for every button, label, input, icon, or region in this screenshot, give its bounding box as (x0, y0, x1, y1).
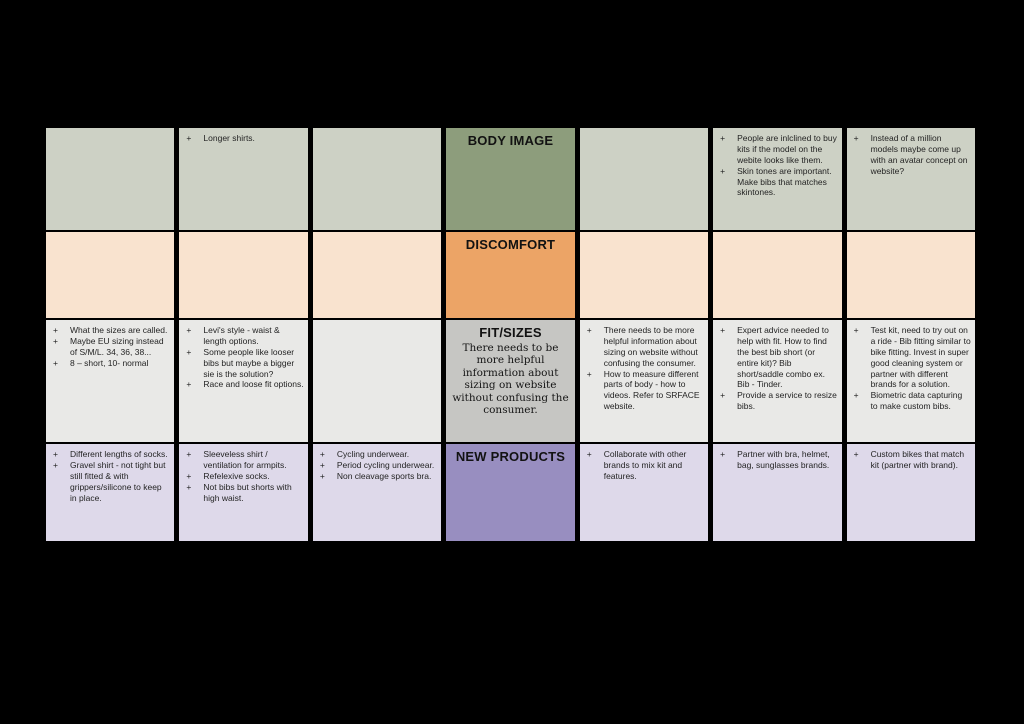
note-item (720, 325, 837, 390)
plus-bullet-icon: + (186, 379, 192, 390)
note-item (53, 460, 170, 504)
note-item (587, 449, 704, 482)
note-text: Skin tones are important. Make bibs that matches skintones. (737, 165, 832, 198)
cell-fit-sizes-right-3 (847, 320, 975, 442)
cell-fit-sizes-left-1 (46, 320, 174, 442)
cell-new-products-left-3 (313, 444, 441, 541)
cell-discomfort-left-2 (179, 232, 307, 318)
plus-bullet-icon: + (853, 325, 859, 335)
cell-discomfort-right-1 (580, 232, 708, 318)
note-item (53, 336, 170, 358)
plus-bullet-icon: + (186, 470, 192, 481)
plus-bullet-icon: + (720, 165, 726, 176)
cell-body-image-left-2 (179, 128, 307, 230)
note-item (587, 325, 704, 369)
note-text: 8 – short, 10- normal (70, 357, 149, 368)
note-text: Refelexive socks. (203, 470, 270, 481)
cell-body-image-right-3 (847, 128, 975, 230)
row-title: DISCOMFORT (465, 237, 556, 252)
cell-fit-sizes-right-2 (713, 320, 841, 442)
cell-new-products-left-1 (46, 444, 174, 541)
note-text: Instead of a million models maybe come up with an avatar concept on website? (870, 133, 968, 176)
note-text: Expert advice needed to help with fit. How to find the best bib short (or entire kit)? Bib short/saddle combo ex. Bib - Tinder. (737, 325, 829, 390)
note-item (320, 449, 437, 460)
plus-bullet-icon: + (53, 459, 58, 470)
cell-new-products-right-3 (847, 444, 975, 541)
cell-discomfort-right-2 (713, 232, 841, 318)
note-item (186, 482, 303, 504)
note-list (580, 320, 708, 412)
row-title: FIT/SIZES (479, 325, 542, 340)
note-text: Longer shirts. (203, 133, 255, 143)
note-item (854, 133, 971, 177)
note-list (179, 320, 307, 390)
header-new-products (446, 444, 574, 541)
note-item (186, 133, 303, 144)
plus-bullet-icon: + (186, 481, 192, 492)
note-item (320, 460, 437, 471)
plus-bullet-icon: + (720, 390, 726, 401)
note-list (313, 444, 441, 482)
note-text: Gravel shirt - not tight but still fitted & with grippers/silicone to keep in place. (70, 459, 166, 503)
cell-body-image-left-1 (46, 128, 174, 230)
note-text: Collaborate with other brands to mix kit and features. (603, 449, 687, 481)
note-item (720, 166, 837, 199)
plus-bullet-icon: + (53, 325, 58, 335)
note-text: Period cycling underwear. (336, 459, 435, 470)
note-list (713, 320, 841, 412)
note-item (720, 133, 837, 166)
note-text: Non cleavage sports bra. (336, 470, 432, 481)
note-item (186, 449, 303, 471)
note-list (46, 320, 174, 369)
note-item (53, 358, 170, 369)
plus-bullet-icon: + (720, 325, 726, 335)
note-item (186, 379, 303, 390)
cell-fit-sizes-right-1 (580, 320, 708, 442)
note-list (847, 320, 975, 412)
header-body-image (446, 128, 574, 230)
note-list (847, 128, 975, 177)
note-list (179, 444, 307, 503)
note-text: How to measure different parts of body - how to videos. Refer to SRFACE website. (603, 368, 700, 412)
plus-bullet-icon: + (53, 449, 58, 459)
note-item (186, 325, 303, 347)
note-text: Different lengths of socks. (70, 449, 168, 459)
note-item (720, 449, 837, 471)
note-item (854, 449, 971, 471)
cell-discomfort-left-3 (313, 232, 441, 318)
cell-new-products-right-1 (580, 444, 708, 541)
note-list (713, 444, 841, 471)
plus-bullet-icon: + (186, 133, 192, 143)
plus-bullet-icon: + (186, 346, 192, 357)
plus-bullet-icon: + (319, 459, 325, 470)
note-list (46, 444, 174, 503)
note-text: Race and loose fit options. (203, 379, 304, 390)
note-text: Cycling underwear. (336, 449, 410, 459)
note-text: There needs to be more helpful information about sizing on website without confusing the consumer. (603, 325, 698, 368)
cell-body-image-right-2 (713, 128, 841, 230)
cell-fit-sizes-left-3 (313, 320, 441, 442)
plus-bullet-icon: + (853, 449, 859, 459)
note-item (53, 449, 170, 460)
note-list (580, 444, 708, 482)
note-list (713, 128, 841, 198)
note-item (854, 390, 971, 412)
note-list (179, 128, 307, 144)
plus-bullet-icon: + (53, 335, 58, 346)
plus-bullet-icon: + (53, 357, 58, 368)
note-text: Custom bikes that match kit (partner with brand). (870, 449, 965, 470)
note-text: What the sizes are called. (70, 325, 168, 335)
header-fit-sizes (446, 320, 574, 442)
note-text: Maybe EU sizing instead of S/M/L. 34, 36, 38... (70, 335, 164, 357)
header-discomfort (446, 232, 574, 318)
note-item (53, 325, 170, 336)
note-text: Provide a service to resize bibs. (737, 390, 837, 412)
note-text: Not bibs but shorts with high waist. (203, 481, 292, 503)
row-summary: There needs to be more helpful information about sizing on website without confusing the consumer. (452, 342, 569, 416)
note-text: Partner with bra, helmet, bag, sunglasses brands. (737, 449, 830, 470)
note-item (320, 471, 437, 482)
plus-bullet-icon: + (586, 368, 592, 379)
cell-fit-sizes-left-2 (179, 320, 307, 442)
cell-new-products-left-2 (179, 444, 307, 541)
cell-body-image-left-3 (313, 128, 441, 230)
note-item (720, 390, 837, 412)
note-list (847, 444, 975, 471)
cell-discomfort-left-1 (46, 232, 174, 318)
plus-bullet-icon: + (319, 470, 325, 481)
note-text: Sleeveless shirt / ventilation for armpits. (203, 449, 287, 470)
note-item (854, 325, 971, 390)
note-item (186, 347, 303, 380)
plus-bullet-icon: + (720, 133, 726, 143)
row-title: BODY IMAGE (467, 133, 554, 148)
note-text: Some people like looser bibs but maybe a bigger sie is the solution? (203, 346, 295, 379)
affinity-map-board (44, 126, 977, 543)
note-item (186, 471, 303, 482)
note-text: People are inlclined to buy kits if the model on the webite looks like them. (737, 133, 837, 165)
plus-bullet-icon: + (586, 325, 592, 335)
note-text: Levi's style - waist & length options. (203, 325, 280, 346)
note-text: Test kit, need to try out on a ride - Bib fitting similar to bike fitting. Invest in super good cleaning system or partner with different brands for a solution. (870, 325, 971, 390)
cell-new-products-right-2 (713, 444, 841, 541)
plus-bullet-icon: + (319, 449, 325, 459)
cell-body-image-right-1 (580, 128, 708, 230)
plus-bullet-icon: + (186, 325, 192, 335)
plus-bullet-icon: + (720, 449, 726, 459)
note-text: Biometric data capturing to make custom bibs. (870, 390, 963, 412)
row-title: NEW PRODUCTS (455, 449, 566, 464)
plus-bullet-icon: + (586, 449, 592, 459)
cell-discomfort-right-3 (847, 232, 975, 318)
plus-bullet-icon: + (186, 449, 192, 459)
plus-bullet-icon: + (853, 390, 859, 401)
plus-bullet-icon: + (853, 133, 859, 143)
note-item (587, 369, 704, 413)
